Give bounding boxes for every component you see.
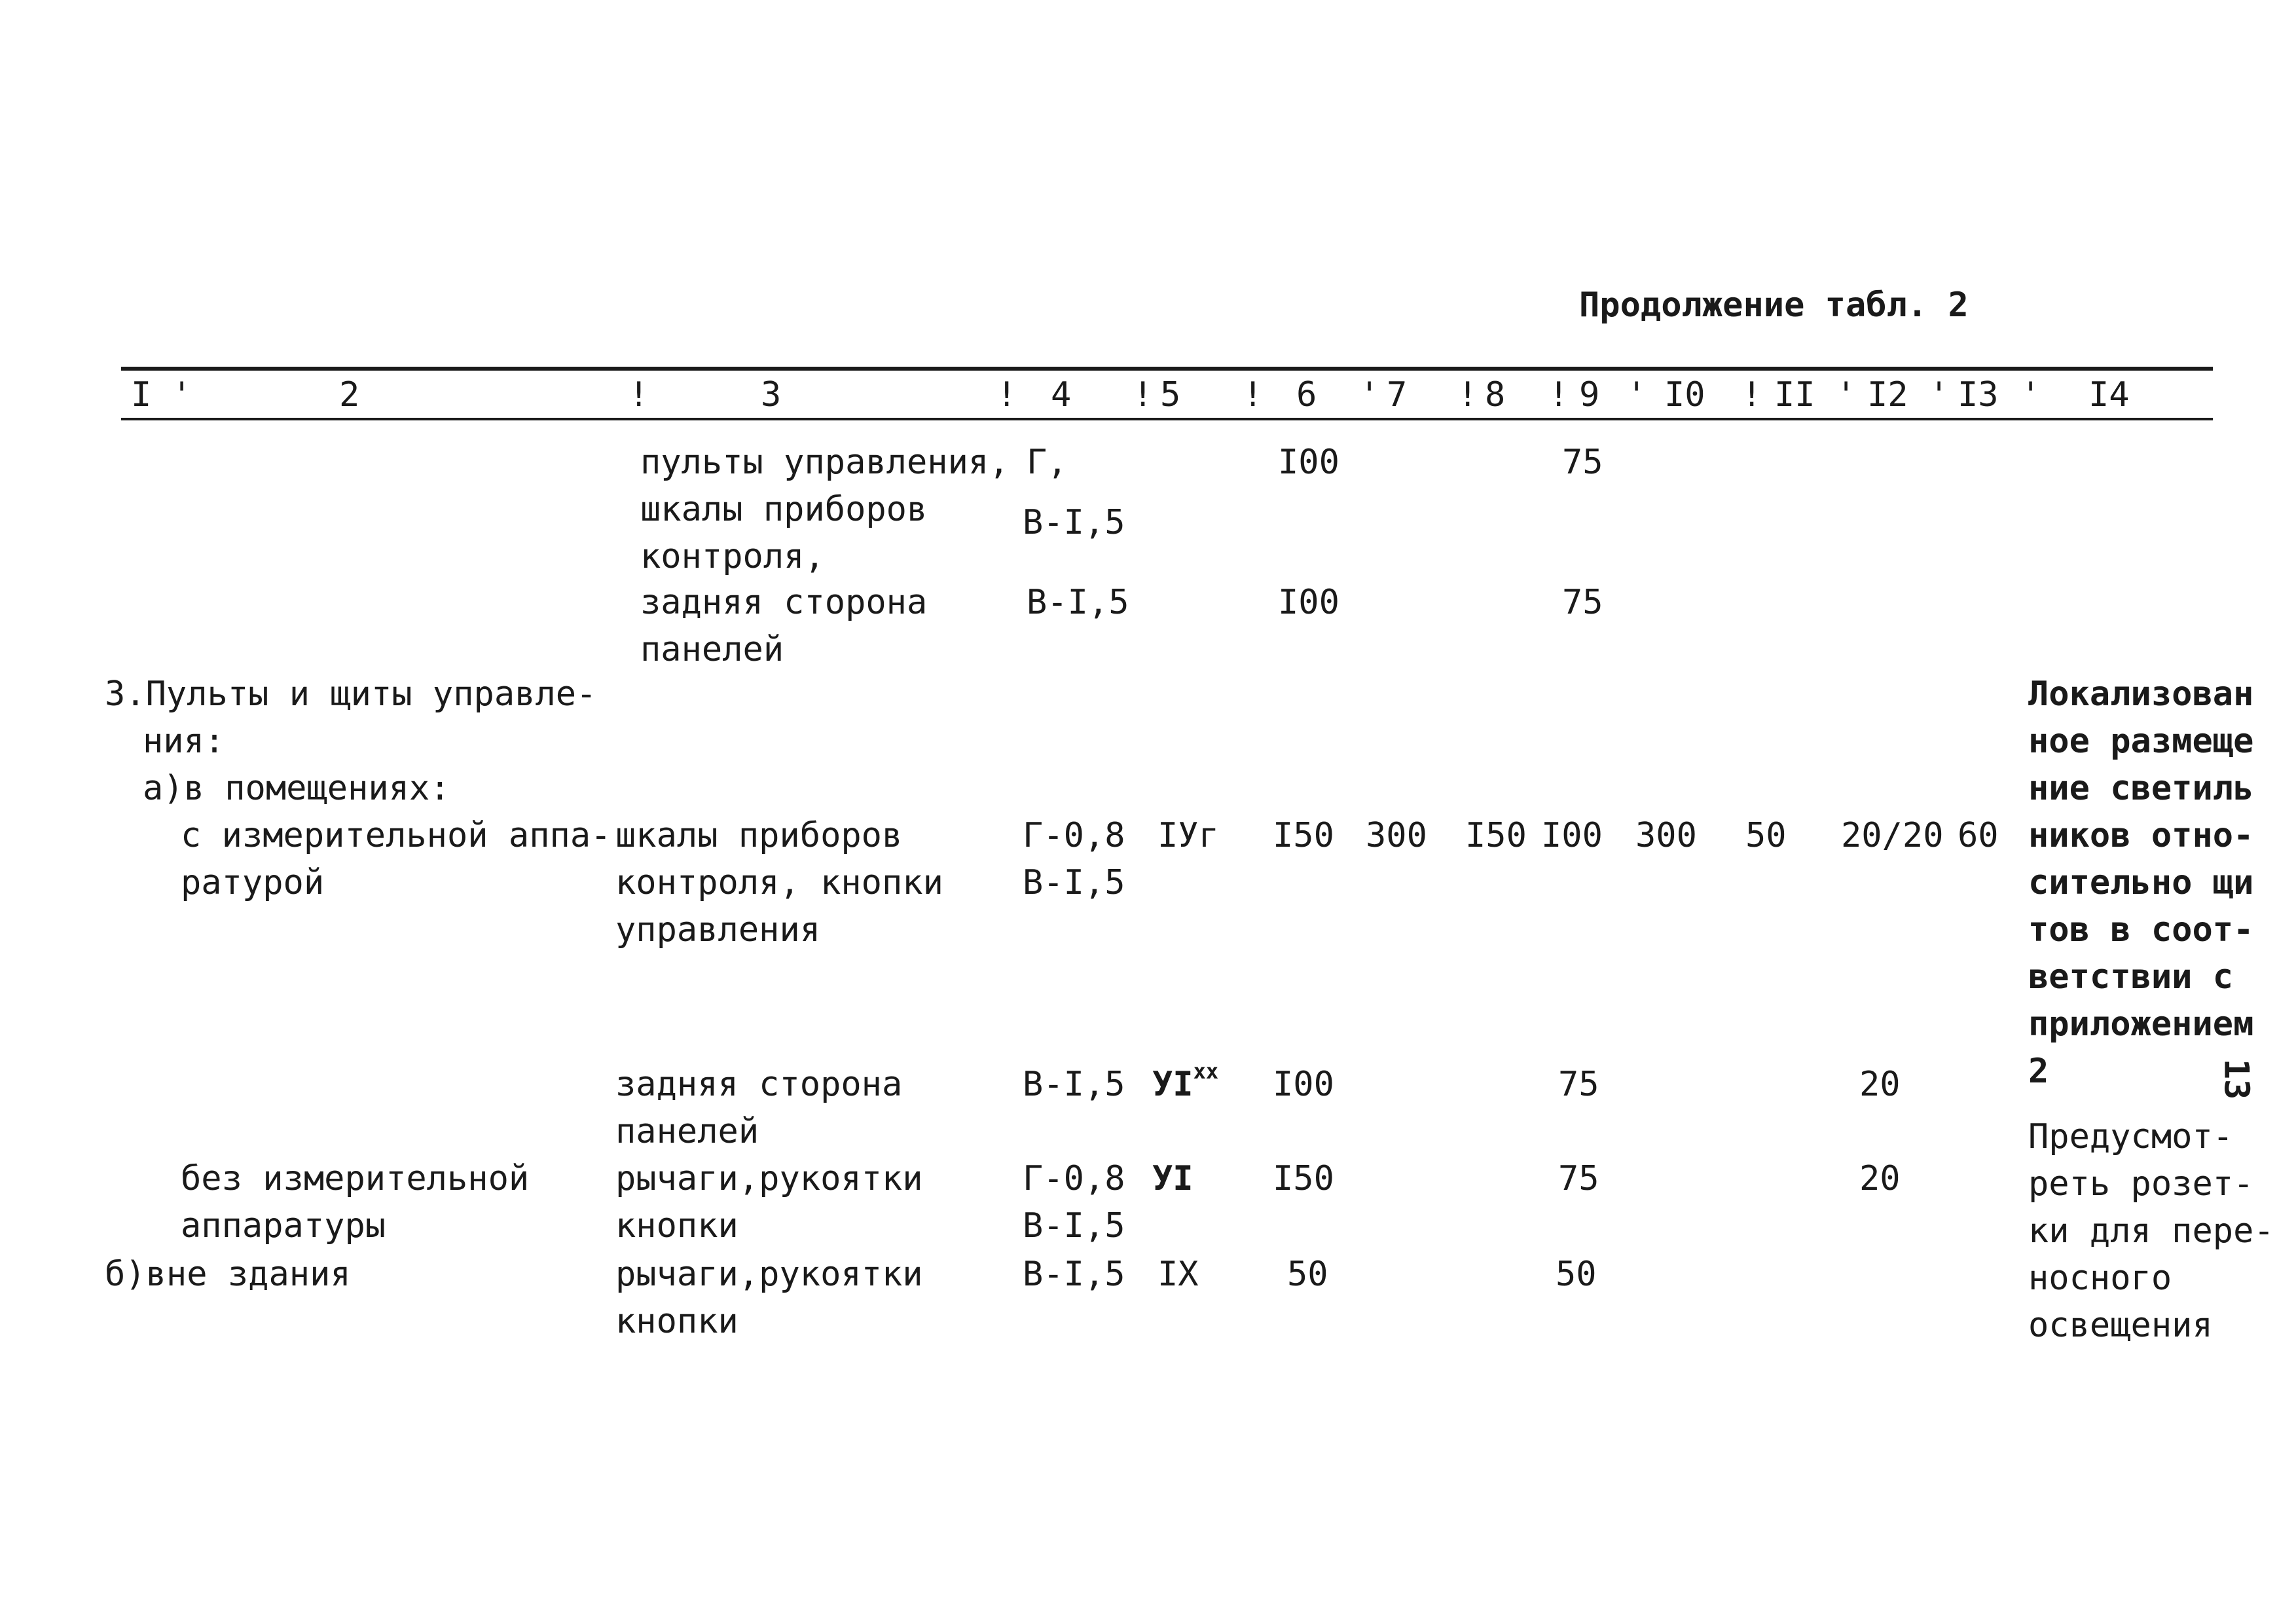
note-line: ников отно- (2028, 816, 2254, 855)
cell-c2: без измерительной (181, 1159, 530, 1198)
header-col-4: 4 (1051, 375, 1072, 415)
header-col-13: I3 (1958, 375, 1999, 415)
cell-c3: рычаги,рукоятки (615, 1255, 923, 1294)
section-subtitle: а)в помещениях: (143, 769, 450, 808)
cell-c6: I00 (1273, 1065, 1334, 1104)
cell-c6: 50 (1287, 1255, 1328, 1294)
col-sep: ' (1359, 375, 1380, 415)
col-sep: ! (996, 375, 1017, 415)
header-top-rule (121, 367, 2213, 371)
note-line: тов в соот- (2028, 910, 2254, 950)
cell-c3: шкалы приборов (640, 490, 928, 529)
cell-c3: задняя сторона (615, 1065, 903, 1104)
note-line: сительно щи (2028, 863, 2254, 902)
page-number: 13 (2216, 1058, 2256, 1100)
cell-c8: I50 (1465, 816, 1527, 855)
col-sep: ' (1836, 375, 1857, 415)
col-sep: ! (1741, 375, 1762, 415)
note-line: ное размеще (2028, 722, 2254, 761)
cell-c6: I00 (1278, 443, 1339, 482)
cell-c3: контроля, (640, 537, 825, 576)
cell-c3: панелей (615, 1112, 759, 1151)
cell-c3: управления (615, 910, 821, 950)
note-line: Предусмот- (2028, 1117, 2234, 1156)
cell-c4: В-I,5 (1027, 583, 1129, 622)
header-col-11: II (1774, 375, 1815, 415)
table-caption: Продолжение табл. 2 (1579, 286, 1969, 325)
cell-c12: 20/20 (1841, 816, 1944, 855)
cell-c3: панелей (640, 630, 784, 669)
col-sep: ' (1929, 375, 1950, 415)
cell-c9: 50 (1556, 1255, 1597, 1294)
note-line: ки для пере- (2028, 1211, 2274, 1251)
cell-c4: Г-0,8 (1023, 1159, 1125, 1198)
cell-c4: Г, (1027, 443, 1068, 482)
header-col-2: 2 (339, 375, 360, 415)
cell-c5: УI (1152, 1159, 1194, 1198)
cell-c3: контроля, кнопки (615, 863, 943, 902)
header-col-8: 8 (1485, 375, 1506, 415)
note-line: Локализован (2028, 674, 2254, 714)
header-col-7: 7 (1387, 375, 1408, 415)
note-line: приложением (2028, 1005, 2254, 1044)
col-sep: ' (1626, 375, 1647, 415)
section-title: 3.Пульты и щиты управле- (105, 674, 597, 714)
cell-c4: В-I,5 (1023, 1255, 1125, 1294)
cell-c3: рычаги,рукоятки (615, 1159, 923, 1198)
cell-c11: 50 (1745, 816, 1787, 855)
cell-c5: IУг (1157, 816, 1219, 855)
cell-c13: 60 (1958, 816, 1999, 855)
cell-c3: пульты управления, (640, 443, 1010, 482)
cell-c3: кнопки (615, 1302, 738, 1341)
cell-c2: б)вне здания (105, 1255, 351, 1294)
note-line: реть розет- (2028, 1164, 2254, 1204)
col-sep: ! (1243, 375, 1264, 415)
header-col-10: I0 (1664, 375, 1705, 415)
section-title: ния: (143, 722, 225, 761)
col-sep: ! (1457, 375, 1478, 415)
col-sep: ' (172, 375, 192, 415)
header-col-9: 9 (1579, 375, 1600, 415)
cell-c12: 20 (1859, 1159, 1901, 1198)
header-col-14: I4 (2088, 375, 2130, 415)
cell-c9: 75 (1562, 443, 1603, 482)
cell-c2: с измерительной аппа- (181, 816, 611, 855)
note-line: ние светиль (2028, 769, 2254, 808)
cell-c4: В-I,5 (1023, 1065, 1125, 1104)
cell-c6: I00 (1278, 583, 1339, 622)
col-sep: ' (2020, 375, 2041, 415)
cell-c2: аппаратуры (181, 1206, 386, 1246)
cell-c5-text: УI (1152, 1065, 1194, 1104)
cell-c9: 75 (1558, 1065, 1599, 1104)
note-line: освещения (2028, 1306, 2213, 1345)
note-line: носного (2028, 1259, 2172, 1298)
cell-c2: ратурой (181, 863, 325, 902)
cell-c9: I00 (1541, 816, 1603, 855)
cell-c3: задняя сторона (640, 583, 928, 622)
cell-c3: шкалы приборов (615, 816, 903, 855)
header-col-6: 6 (1296, 375, 1317, 415)
cell-c9: 75 (1562, 583, 1603, 622)
col-sep: ! (1548, 375, 1569, 415)
header-col-5: 5 (1160, 375, 1181, 415)
cell-c7: 300 (1366, 816, 1427, 855)
cell-c5: IХ (1157, 1255, 1199, 1294)
header-col-3: 3 (761, 375, 782, 415)
cell-c3: кнопки (615, 1206, 738, 1246)
cell-c4: В-I,5 (1023, 863, 1125, 902)
note-line: ветствии с (2028, 957, 2234, 997)
cell-c4: Г-0,8 (1023, 816, 1125, 855)
cell-c4: В-I,5 (1023, 503, 1125, 542)
cell-c12: 20 (1859, 1065, 1901, 1104)
note-line: 2 (2028, 1052, 2049, 1091)
cell-c10: 300 (1635, 816, 1697, 855)
cell-c5-superscript: хх (1193, 1059, 1219, 1084)
cell-c6: I50 (1273, 816, 1334, 855)
cell-c9: 75 (1558, 1159, 1599, 1198)
header-col-1: I (131, 375, 152, 415)
col-sep: ! (629, 375, 649, 415)
header-col-12: I2 (1867, 375, 1908, 415)
cell-c4: В-I,5 (1023, 1206, 1125, 1246)
cell-c6: I50 (1273, 1159, 1334, 1198)
col-sep: ! (1133, 375, 1154, 415)
cell-c5 (1152, 1061, 1218, 1108)
